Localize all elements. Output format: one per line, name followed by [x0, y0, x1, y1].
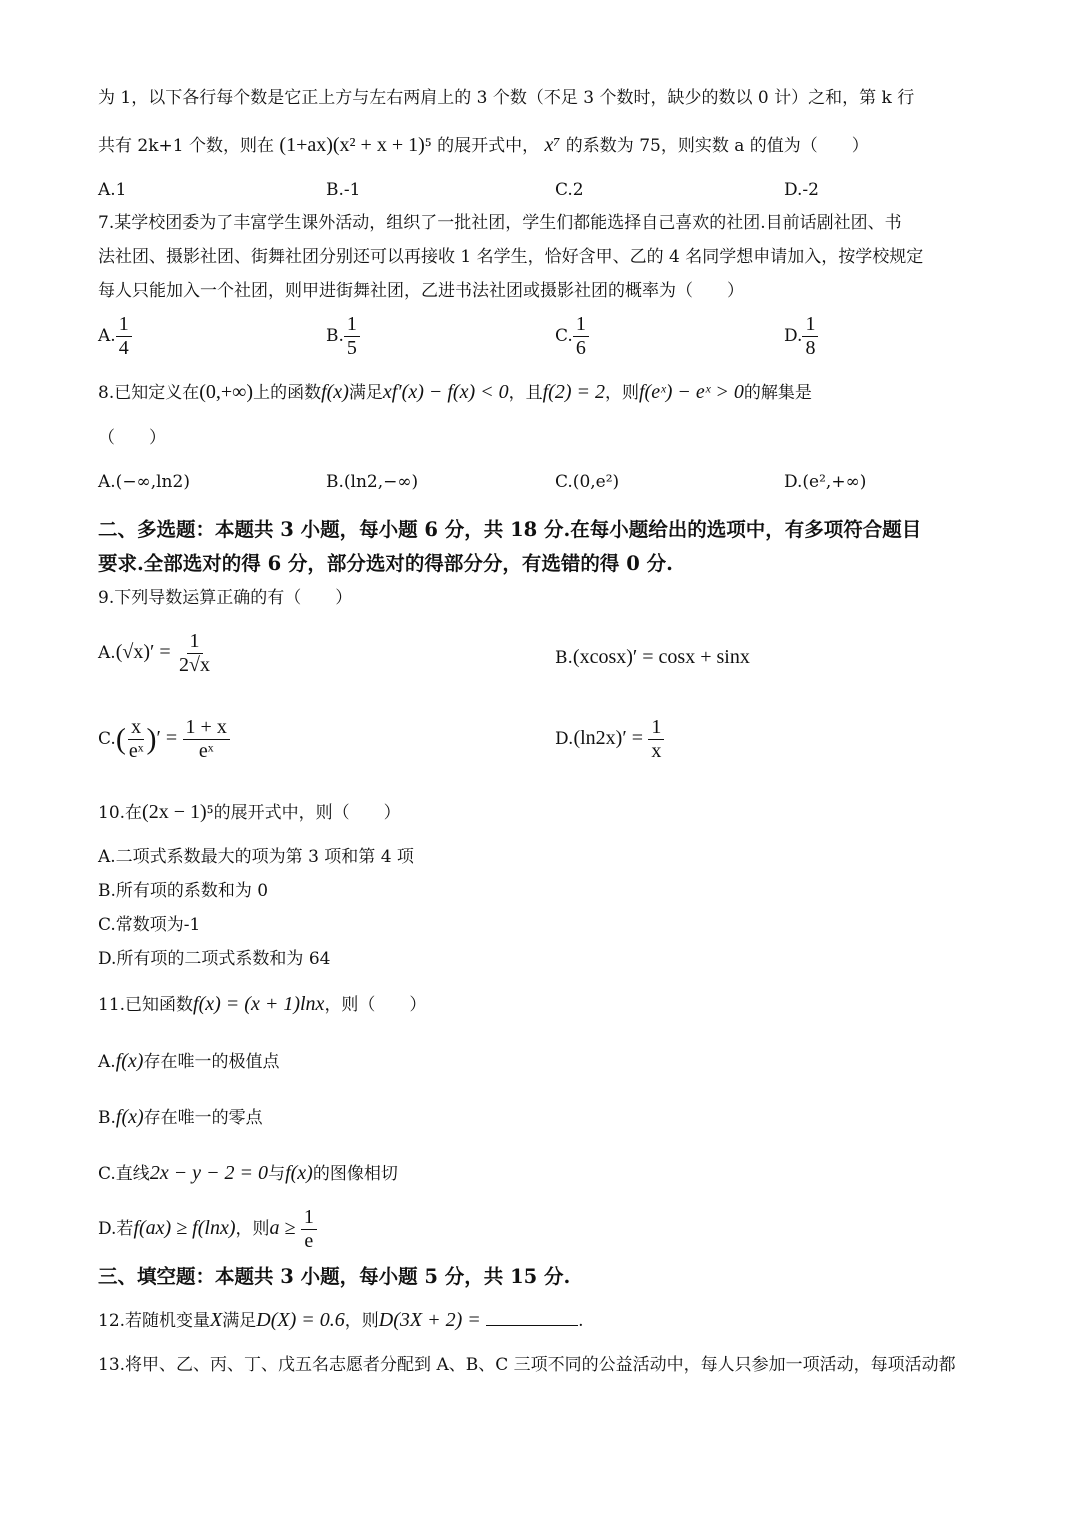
q8-paren: （ ）: [98, 428, 166, 448]
q7-line3: 每人只能加入一个社团，则甲进街舞社团，乙进书法社团或摄影社团的概率为（ ）: [98, 281, 744, 301]
q6-option-a: A.1: [98, 180, 127, 200]
q10-stem: 10.在(2x − 1)⁵的展开式中，则（ ）: [98, 801, 401, 823]
q9-option-b: B.(xcosx)′ = cosx + sinx: [555, 646, 750, 668]
q11-option-d: D.若f(ax) ≥ f(lnx)，则a ≥ $\frac{1}{e}$: [98, 1206, 988, 1253]
q8-option-d: D.(e²,+∞): [784, 472, 867, 492]
q7-option-d: D. $\frac{1}{8}$: [784, 313, 818, 360]
q11-stem: 11.已知函数f(x) = (x + 1)lnx，则（ ）: [98, 993, 427, 1015]
q6-option-c: C.2: [555, 180, 584, 200]
q13-line1: 13.将甲、乙、丙、丁、戊五名志愿者分配到 A、B、C 三项不同的公益活动中，每人只参加一项活动，每项活动都: [98, 1355, 956, 1375]
q7-option-a: A. $\frac{1}{4}$: [98, 313, 132, 360]
q8-option-c: C.(0,e²): [555, 472, 620, 492]
q10-option-a: A.二项式系数最大的项为第 3 项和第 4 项: [98, 847, 414, 867]
q10-option-d: D.所有项的二项式系数和为 64: [98, 949, 331, 969]
q8-option-b: B.(ln2,−∞): [326, 472, 419, 492]
q6-line1: 为 1，以下各行每个数是它正上方与左右两肩上的 3 个数（不足 3 个数时，缺少的数以 0 计）之和，第 k 行: [98, 88, 915, 108]
section2-heading-line1: 二、多选题：本题共 3 小题，每小题 6 分，共 18 分.在每小题给出的选项中，有多项符合题目: [98, 518, 922, 541]
q9-stem: 9.下列导数运算正确的有（ ）: [98, 588, 353, 608]
q7-option-c: C. $\frac{1}{6}$: [555, 313, 589, 360]
q9-option-a: A.(√x)′ = $\frac{1}{2√x}$: [98, 630, 211, 676]
q7-option-b: B. $\frac{1}{5}$: [326, 313, 360, 360]
q8-option-a: A.(−∞,ln2): [98, 472, 190, 492]
q7-line2: 法社团、摄影社团、街舞社团分别还可以再接收 1 名学生，恰好含甲、乙的 4 名同学想申请加入，按学校规定: [98, 247, 924, 267]
q11-option-c: C.直线2x − y − 2 = 0与f(x)的图像相切: [98, 1162, 398, 1184]
q11-option-b: B.f(x)存在唯一的零点: [98, 1106, 263, 1128]
q8-stem: 8.已知定义在(0,+∞)上的函数f(x)满足xf′(x) − f(x) < 0，且f(2) = 2，则f(eˣ) − eˣ > 0的解集是: [98, 381, 812, 403]
section2-heading-line2: 要求.全部选对的得 6 分，部分选对的得部分分，有选错的得 0 分.: [98, 552, 673, 575]
q12-answer-blank[interactable]: [486, 1309, 578, 1326]
q9-option-d: D.(ln2x)′ = $\frac{1}{x}$: [555, 716, 664, 763]
q12-stem: 12.若随机变量X满足D(X) = 0.6，则D(3X + 2) = .: [98, 1309, 584, 1331]
q9-option-c: C.( $\frac{x}{\text{eˣ}}$ )′ = $\frac{1 + x}{\text{eˣ}}$: [98, 716, 230, 763]
q11-option-a: A.f(x)存在唯一的极值点: [98, 1050, 280, 1072]
q6-option-d: D.-2: [784, 180, 819, 200]
section3-heading: 三、填空题：本题共 3 小题，每小题 5 分，共 15 分.: [98, 1265, 571, 1288]
q10-option-b: B.所有项的系数和为 0: [98, 881, 269, 901]
q10-option-c: C.常数项为-1: [98, 915, 201, 935]
q6-line2: 共有 2k+1 个数，则在 (1+ax)(x² + x + 1)⁵ 的展开式中， x⁷ 的系数为 75，则实数 a 的值为（ ）: [98, 134, 869, 156]
q7-line1: 7.某学校团委为了丰富学生课外活动，组织了一批社团，学生们都能选择自己喜欢的社团.目前话剧社团、书: [98, 213, 902, 233]
q6-expression: (1+ax)(x² + x + 1)⁵: [279, 134, 432, 156]
q6-option-b: B.-1: [326, 180, 361, 200]
